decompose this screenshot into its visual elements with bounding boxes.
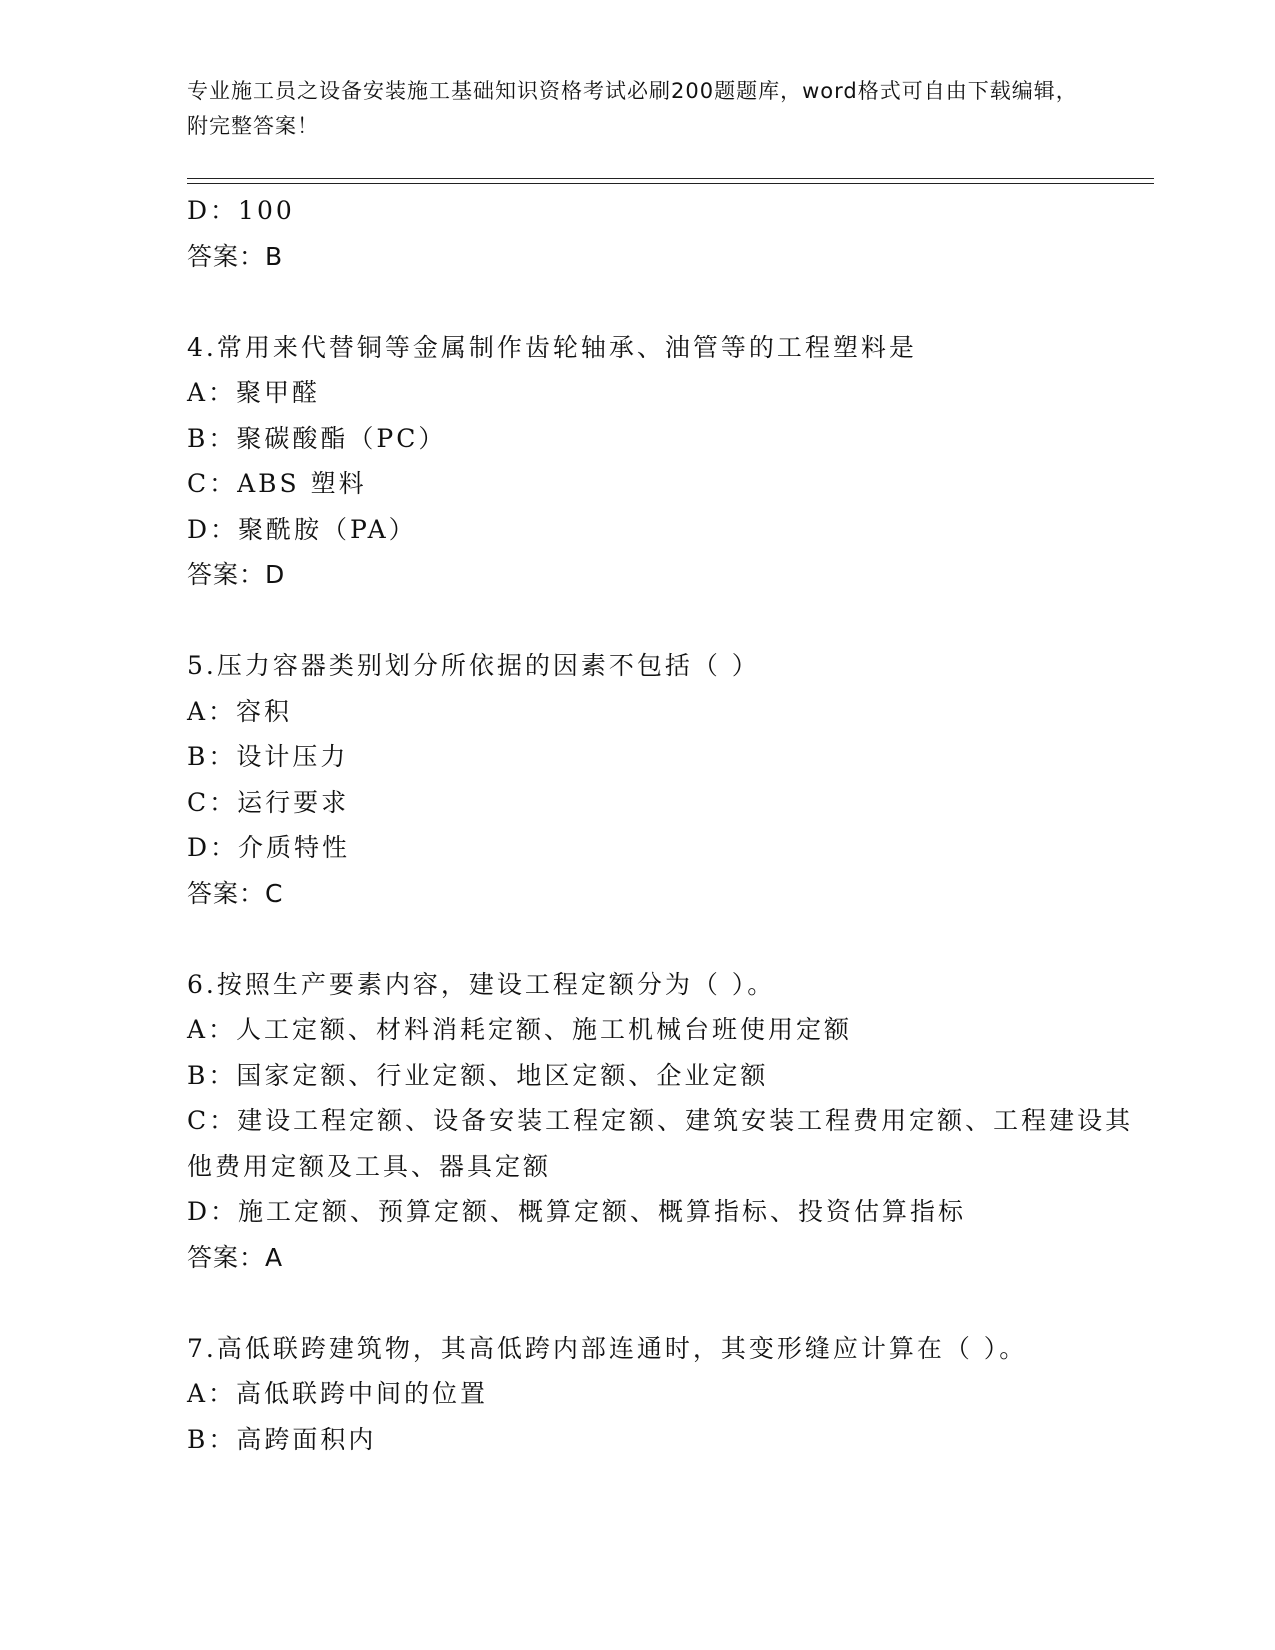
question-stem: 7.高低联跨建筑物，其高低跨内部连通时，其变形缝应计算在（ ）。 bbox=[187, 1333, 1028, 1363]
question-block bbox=[187, 1326, 1147, 1463]
option-a: A：人工定额、材料消耗定额、施工机械台班使用定额 bbox=[187, 1015, 853, 1044]
option-b: B：聚碳酸酯（PC） bbox=[187, 423, 447, 453]
question-block bbox=[187, 962, 1147, 1281]
question-block bbox=[187, 643, 1147, 916]
header-divider-top bbox=[187, 178, 1154, 179]
option-a: A：高低联跨中间的位置 bbox=[187, 1379, 489, 1408]
option-a: A：聚甲醛 bbox=[187, 378, 321, 407]
option-b: B：国家定额、行业定额、地区定额、企业定额 bbox=[187, 1060, 769, 1090]
option-c: C：ABS 塑料 bbox=[187, 469, 367, 498]
option-b: B：高跨面积内 bbox=[187, 1424, 377, 1454]
answer: 答案：A bbox=[187, 1242, 284, 1272]
q3-answer: 答案：B bbox=[187, 241, 284, 271]
header-divider-bottom bbox=[187, 183, 1154, 184]
option-b: B：设计压力 bbox=[187, 742, 349, 771]
question-block bbox=[187, 325, 1147, 598]
option-d: D：聚酰胺（PA） bbox=[187, 514, 417, 544]
q3-option-d: D：100 bbox=[187, 196, 295, 225]
document-header: 专业施工员之设备安装施工基础知识资格考试必刷200题题库，word格式可自由下载编辑，附完整答案！ bbox=[187, 79, 1078, 138]
option-c: C：建设工程定额、设备安装工程定额、建筑安装工程费用定额、工程建设其他费用定额及工具、器具定额 bbox=[187, 1106, 1134, 1181]
question-stem: 4.常用来代替铜等金属制作齿轮轴承、油管等的工程塑料是 bbox=[187, 332, 917, 362]
question-stem: 5.压力容器类别划分所依据的因素不包括（ ） bbox=[187, 651, 760, 680]
question-list bbox=[187, 188, 1147, 1462]
option-a: A：容积 bbox=[187, 696, 293, 726]
option-d: D：施工定额、预算定额、概算定额、概算指标、投资估算指标 bbox=[187, 1197, 967, 1226]
question-stem: 6.按照生产要素内容，建设工程定额分为（ ）。 bbox=[187, 969, 776, 999]
option-d: D：介质特性 bbox=[187, 833, 351, 862]
option-c: C：运行要求 bbox=[187, 787, 350, 817]
answer: 答案：C bbox=[187, 878, 284, 908]
answer: 答案：D bbox=[187, 560, 286, 589]
